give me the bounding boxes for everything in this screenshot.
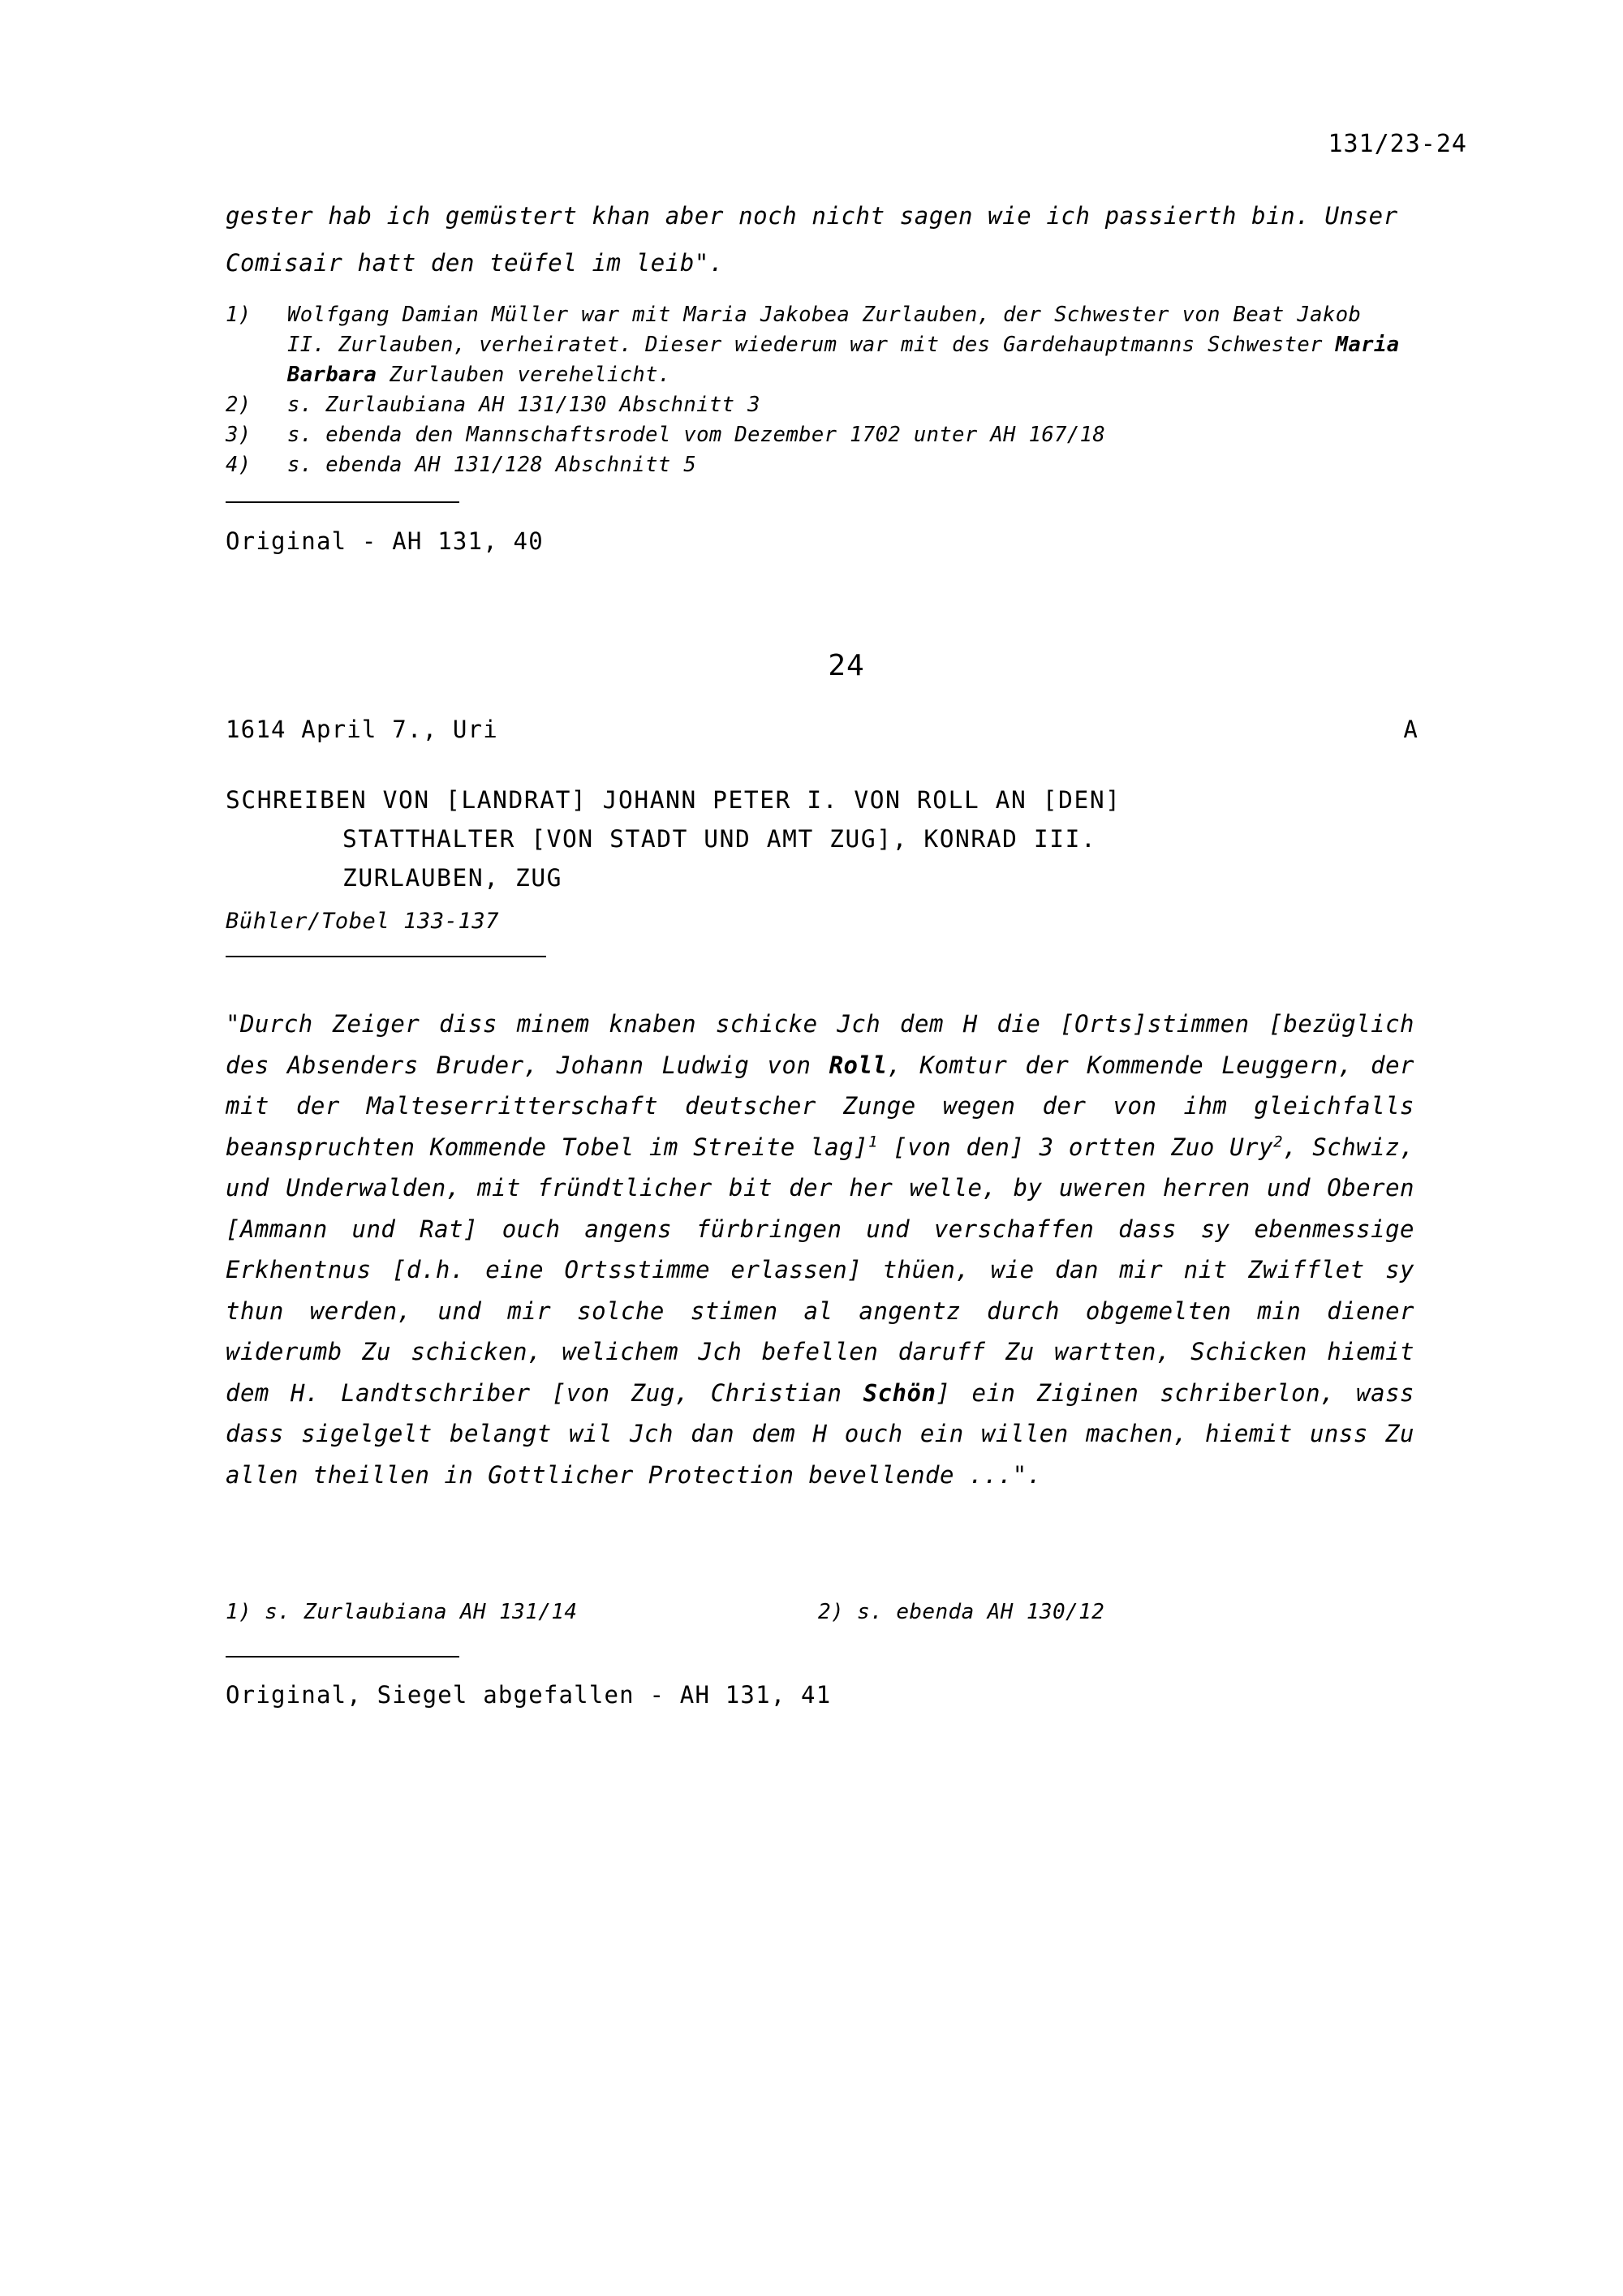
horizontal-rule [226, 501, 459, 503]
quote-bold-schoen: Schön [863, 1378, 936, 1407]
quote-footnote-ref-2: 2 [1273, 1132, 1284, 1150]
document-dateline-marker: A [1403, 716, 1419, 743]
document-number: 24 [828, 649, 865, 682]
footnote-text-post: Zurlauben verehelicht. [377, 363, 671, 387]
quote-footnote-block [226, 1600, 1410, 1624]
quote-part-3: [von den] 3 ortten Zuo Ury [877, 1133, 1274, 1161]
quote-footnote-2: 2) s. ebenda AH 130/12 [818, 1600, 1105, 1624]
original-reference-1: Original - AH 131, 40 [226, 527, 544, 555]
footnote-item [226, 450, 1410, 480]
quote-footnote-1: 1) s. Zurlaubiana AH 131/14 [226, 1600, 578, 1624]
footnote-text-pre: Wolfgang Damian Müller war mit Maria Jakobea Zurlauben, der Schwester von Beat Jakob II. Zurlauben, verheiratet. Dieser wiederum war mit des Gardehauptmanns Schwester [287, 303, 1362, 357]
footnote-marker: 1) [226, 303, 252, 327]
footnote-text-pre: s. ebenda den Mannschaftsrodel vom Dezember 1702 unter AH 167/18 [287, 423, 1106, 447]
footnote-marker: 3) [226, 423, 252, 447]
document-title-line-3: ZURLAUBEN, ZUG [342, 864, 563, 892]
footnote-text-pre: s. Zurlaubiana AH 131/130 Abschnitt 3 [287, 393, 760, 417]
footnote-text-pre: s. ebenda AH 131/128 Abschnitt 5 [287, 453, 697, 477]
document-title-line-1: SCHREIBEN VON [LANDRAT] JOHANN PETER I. VON ROLL AN [DEN] [226, 786, 1121, 814]
document-source: Bühler/Tobel 133-137 [226, 909, 500, 934]
document-quote [226, 1004, 1414, 1495]
original-reference-2: Original, Siegel abgefallen - AH 131, 41 [226, 1681, 832, 1709]
quote-part-2: , Komtur der Kommende Leuggern, der mit der Malteserritterschaft deutscher Zunge wegen der von ihm gleichfalls beanspruchten Kommende Tobel im Streite lag] [226, 1051, 1414, 1161]
footnote-text-bold: Maria Barbara [287, 333, 1400, 387]
document-title-line-2: STATTHALTER [VON STADT UND AMT ZUG], KONRAD III. [342, 825, 1097, 853]
quote-footnote-ref-1: 1 [868, 1132, 878, 1150]
footnote-marker: 4) [226, 453, 252, 477]
footnote-marker: 2) [226, 393, 252, 417]
folio-number: 131/23-24 [1328, 130, 1467, 158]
document-title [226, 780, 1467, 897]
quote-part-1: "Durch Zeiger diss minem knaben schicke Jch dem H die [Orts]stimmen [bezüglich des Absenders Bruder, Johann Ludwig von [226, 1010, 1414, 1079]
footnote-block [226, 300, 1410, 480]
horizontal-rule [226, 1656, 459, 1658]
footnote-item [226, 390, 1410, 420]
footnote-item [226, 300, 1410, 390]
top-paragraph: gester hab ich gemüstert khan aber noch nicht sagen wie ich passierth bin. Unser Comisair hatt den teüfel im leib". [226, 202, 1398, 277]
horizontal-rule [226, 956, 546, 957]
quote-part-5: ] ein Ziginen schriberlon, wass dass sigelgelt belangt wil Jch dan dem H ouch ein willen machen, hiemit unss Zu allen theillen in Gottlicher Protection bevellende ...". [226, 1378, 1415, 1489]
footnote-item [226, 420, 1410, 450]
document-dateline: 1614 April 7., Uri [226, 716, 498, 743]
quote-bold-roll: Roll [829, 1051, 888, 1079]
quote-part-4: , Schwiz, und Underwalden, mit fründtlicher bit der her welle, by uweren herren und Oberen [Ammann und Rat] ouch angens fürbringen und verschaffen dass sy ebenmessige Erkhentnus [d.h. eine Ortsstimme erlassen] thüen, wie dan mir nit Zwifflet sy thun werden, und mir solche stimen al angentz durch obgemelten min diener widerumb Zu schicken, welichem Jch befellen daruff Zu wartten, Schicken hiemit dem H. Landtschriber [von Zug, Christian [226, 1133, 1415, 1407]
